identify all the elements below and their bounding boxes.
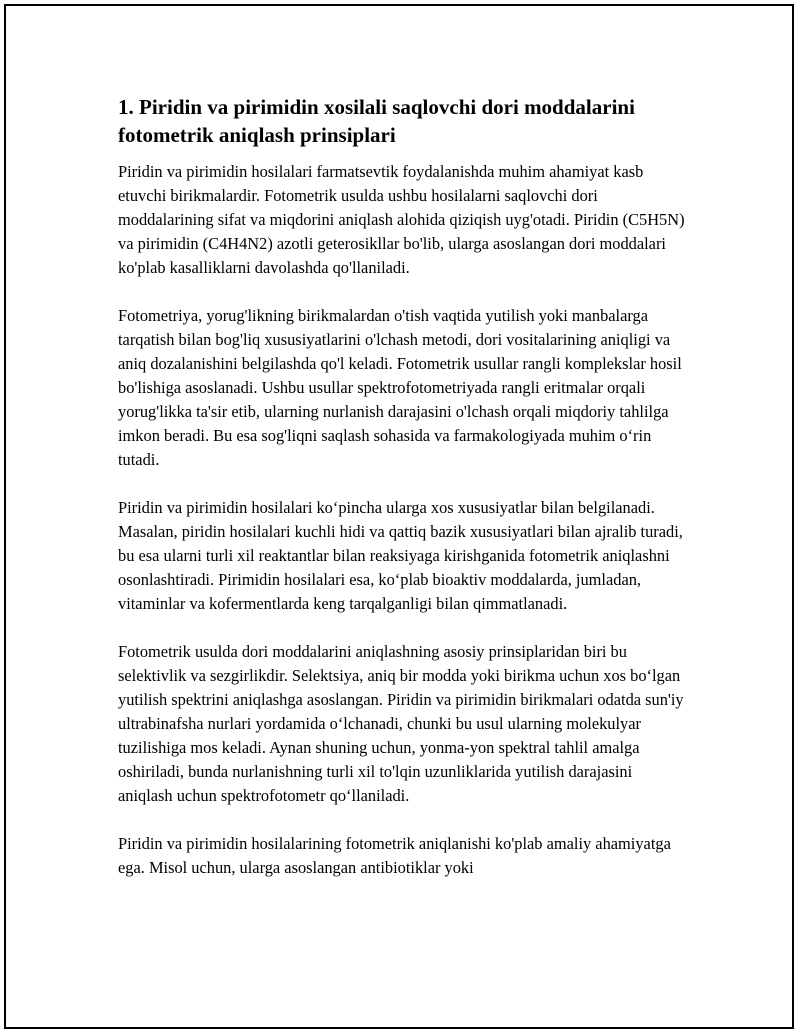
paragraph-derivatives: Piridin va pirimidin hosilalari ko‘pincha ularga xos xususiyatlar bilan belgilanadi. Masalan, piridin hosilalari kuchli hidi va qattiq bazik xususiyatlari bilan ajralib turadi, bu esa ularni turli xil reaktantlar bilan reaksiyaga kirishganida fotometrik aniqlashni osonlashtiradi. Pirimidin hosilalari esa, ko‘plab bioaktiv moddalarda, jumladan, vitaminlar va kofermentlarda keng tarqalganligi bilan qimmatlanadi. [118,498,683,613]
paragraph-principles: Fotometrik usulda dori moddalarini aniqlashning asosiy prinsiplaridan biri bu selektivlik va sezgirlikdir. Selektsiya, aniq bir modda yoki birikma uchun xos bo‘lgan yutilish spektrini aniqlashga asoslangan. Piridin va pirimidin birikmalari odatda sun'iy ultrabinafsha nurlari yordamida o‘lchanadi, chunki bu usul ularning molekulyar tuzilishiga mos keladi. Aynan shuning uchun, yonma-yon spektral tahlil amalga oshiriladi, bunda nurlanishning turli xil to'lqin uzunliklarida yutilish darajasini aniqlash uchun spektrofotometr qo‘llaniladi. [118,642,684,805]
section-title: 1. Piridin va pirimidin xosilali saqlovchi dori moddalarini fotometrik aniqlash prinsiplari [118,95,635,147]
paragraph-intro: Piridin va pirimidin hosilalari farmatsevtik foydalanishda muhim ahamiyat kasb etuvchi birikmalardir. Fotometrik usulda ushbu hosilalarni saqlovchi dori moddalarining sifat va miqdorini aniqlash alohida qiziqish uyg'otadi. Piridin (C5H5N) va pirimidin (C4H4N2) azotli geterosikllar bo'lib, ularga asoslangan dori moddalari ko'plab kasalliklarni davolashda qo'llaniladi. [118,162,685,277]
paragraph-photometry: Fotometriya, yorug'likning birikmalardan o'tish vaqtida yutilish yoki manbalarga tarqatish bilan bog'liq xususiyatlarini o'lchash metodi, dori vositalarining aniqligi va aniq dozalanishini belgilashda qo'l keladi. Fotometrik usullar rangli komplekslar hosil bo'lishiga asoslanadi. Ushbu usullar spektrofotometriyada rangli eritmalar orqali yorug'likka ta'sir etib, ularning nurlanish darajasini o'lchash orqali miqdoriy tahlilga imkon beradi. Bu esa sog'liqni saqlash sohasida va farmakologiyada muhim o‘rin tutadi. [118,306,682,469]
paragraph-practical: Piridin va pirimidin hosilalarining fotometrik aniqlanishi ko'plab amaliy ahamiyatga ega. Misol uchun, ularga asoslangan antibiotiklar yoki [118,834,671,877]
document-body [118,93,688,904]
